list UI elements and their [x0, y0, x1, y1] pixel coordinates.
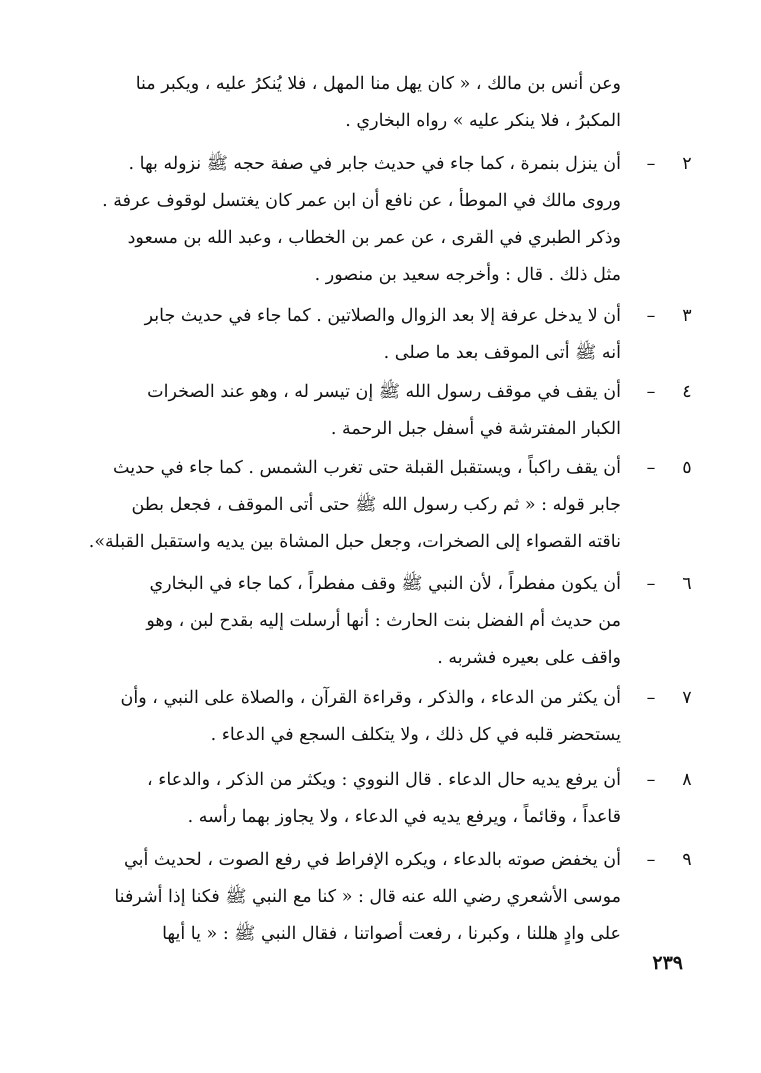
- item-number: ٨: [682, 770, 692, 790]
- item-line: واقف على بعيره فشربه .: [437, 648, 621, 668]
- item-line: أن يكون مفطراً ، لأن النبي ﷺ وقف مفطراً ، كما جاء في البخاري: [149, 574, 621, 594]
- item-line: وروى مالك في الموطأ ، عن نافع أن ابن عمر كان يغتسل لوقوف عرفة .: [102, 191, 621, 211]
- intro-line: المكبرُ ، فلا ينكر عليه » رواه البخاري .: [345, 111, 621, 131]
- item-dash: –: [646, 770, 656, 790]
- item-line: على وادٍ هللنا ، وكبرنا ، رفعت أصواتنا ، فقال النبي ﷺ : « يا أيها: [162, 924, 621, 944]
- item-number: ٩: [682, 850, 692, 870]
- item-dash: –: [646, 154, 656, 174]
- item-line: الكبار المفترشة في أسفل جبل الرحمة .: [330, 419, 621, 439]
- item-line: قاعداً ، وقائماً ، ويرفع يديه في الدعاء ، ولا يجاوز بهما رأسه .: [187, 807, 621, 827]
- item-dash: –: [646, 458, 656, 478]
- item-number: ٢: [682, 154, 692, 174]
- page-number: ٢٣٩: [652, 952, 683, 974]
- item-line: أن يرفع يديه حال الدعاء . قال النووي : ويكثر من الذكر ، والدعاء ،: [146, 770, 621, 790]
- item-body: [101, 680, 621, 754]
- item-line: وذكر الطبري في القرى ، عن عمر بن الخطاب ، وعبد الله بن مسعود: [127, 228, 621, 248]
- item-line: موسى الأشعري رضي الله عنه قال : « كنا مع النبي ﷺ فكنا إذا أشرفنا: [114, 887, 621, 907]
- item-body: [88, 450, 621, 561]
- item-number: ٤: [682, 382, 692, 402]
- item-body: [101, 842, 621, 953]
- item-line: ناقته القصواء إلى الصخرات، وجعل حبل المشاة بين يديه واستقبل القبلة».: [88, 532, 621, 552]
- item-body: [101, 566, 621, 677]
- item-line: أن يخفض صوته بالدعاء ، ويكره الإفراط في رفع الصوت ، لحديث أبي: [124, 850, 621, 870]
- item-body: [101, 146, 621, 294]
- item-line: مثل ذلك . قال : وأخرجه سعيد بن منصور .: [314, 265, 621, 285]
- item-dash: –: [646, 850, 656, 870]
- item-number: ٧: [682, 688, 692, 708]
- item-line: أن يقف راكباً ، ويستقبل القبلة حتى تغرب الشمس . كما جاء في حديث: [113, 458, 621, 478]
- item-number: ٥: [682, 458, 692, 478]
- item-dash: –: [646, 382, 656, 402]
- item-dash: –: [646, 688, 656, 708]
- item-body: [101, 762, 621, 836]
- intro-line: وعن أنس بن مالك ، « كان يهل منا المهل ، فلا يُنكرُ عليه ، ويكبر منا: [135, 74, 621, 94]
- item-line: أن لا يدخل عرفة إلا بعد الزوال والصلاتين . كما جاء في حديث جابر: [144, 306, 621, 326]
- item-line: أن يقف في موقف رسول الله ﷺ إن تيسر له ، وهو عند الصخرات: [147, 382, 621, 402]
- intro-paragraph: [101, 66, 621, 140]
- item-dash: –: [646, 306, 656, 326]
- item-body: [101, 298, 621, 372]
- item-line: أن ينزل بنمرة ، كما جاء في حديث جابر في صفة حجه ﷺ نزوله بها .: [128, 154, 621, 174]
- item-number: ٣: [682, 306, 692, 326]
- item-line: أن يكثر من الدعاء ، والذكر ، وقراءة القرآن ، والصلاة على النبي ، وأن: [120, 688, 621, 708]
- item-line: من حديث أم الفضل بنت الحارث : أنها أرسلت إليه بقدح لبن ، وهو: [146, 611, 621, 631]
- item-dash: –: [646, 574, 656, 594]
- item-number: ٦: [682, 574, 692, 594]
- item-line: يستحضر قلبه في كل ذلك ، ولا يتكلف السجع في الدعاء .: [210, 725, 621, 745]
- item-line: جابر قوله : « ثم ركب رسول الله ﷺ حتى أتى الموقف ، فجعل بطن: [131, 495, 621, 515]
- item-body: [101, 374, 621, 448]
- item-line: أنه ﷺ أتى الموقف بعد ما صلى .: [383, 343, 621, 363]
